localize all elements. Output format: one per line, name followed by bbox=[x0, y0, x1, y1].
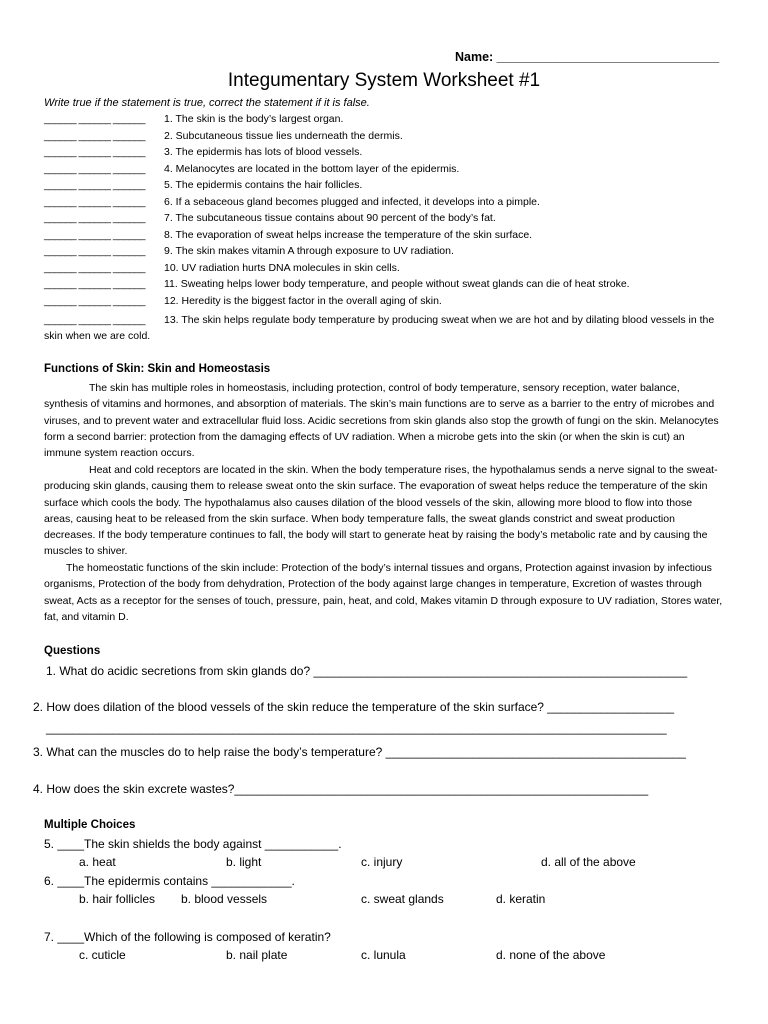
statement-text: 9. The skin makes vitamin A through exposure to UV radiation. bbox=[164, 245, 454, 257]
statement-text: 4. Melanocytes are located in the bottom layer of the epidermis. bbox=[164, 163, 460, 175]
statement-row bbox=[44, 161, 459, 177]
statement-row bbox=[44, 144, 362, 160]
answer-blanks[interactable]: ______ ______ ______ bbox=[44, 295, 145, 307]
mc-option-b[interactable]: b. blood vessels bbox=[181, 892, 268, 906]
answer-blanks[interactable]: ______ ______ ______ bbox=[44, 179, 145, 191]
mc-question-6[interactable]: 6. ____The epidermis contains ____________. bbox=[44, 874, 295, 888]
name-field-label[interactable]: Name: ________________________________ bbox=[455, 50, 720, 64]
mc-option-b[interactable]: b. nail plate bbox=[226, 948, 288, 962]
answer-blanks[interactable]: ______ ______ ______ bbox=[44, 130, 145, 142]
statement-text: 6. If a sebaceous gland becomes plugged and infected, it develops into a pimple. bbox=[164, 196, 540, 208]
statement-text: 1. The skin is the body’s largest organ. bbox=[164, 113, 344, 125]
answer-blanks[interactable]: ______ ______ ______ bbox=[44, 146, 145, 158]
statement-row bbox=[44, 210, 496, 226]
page-title: Integumentary System Worksheet #1 bbox=[227, 70, 541, 91]
statement-row bbox=[44, 260, 400, 276]
reading-paragraph-2: Heat and cold receptors are located in the skin. When the body temperature rises, the hypothalamus sends a nerve signal to the sweat-producing skin glands, causing them to release sweat onto the skin surface. The evaporation of sweat helps reduce the temperature of the skin surface which cools the body. The hypothalamus also causes dilation of the blood vessels of the skin, allowing more blood to flow into those areas, causing heat to be released from the skin surface. When body temperature falls, the sweat glands constrict and sweat production decreases. If the body temperature continues to fall, the body will start to generate heat by raising the body’s metabolic rate and by causing the muscles to shiver. bbox=[44, 464, 718, 558]
mc-option-a[interactable]: b. hair follicles bbox=[79, 892, 156, 906]
statement-text: 5. The epidermis contains the hair follicles. bbox=[164, 179, 363, 191]
mc-option-a[interactable]: c. cuticle bbox=[79, 948, 126, 962]
statement-row bbox=[44, 177, 362, 193]
question-3[interactable]: 3. What can the muscles do to help raise the body’s temperature? _____________________________________________ bbox=[33, 745, 686, 759]
questions-heading: Questions bbox=[44, 645, 101, 657]
mc-option-d[interactable]: d. keratin bbox=[496, 892, 546, 906]
answer-blanks[interactable]: ______ ______ ______ bbox=[44, 245, 145, 257]
answer-blanks[interactable]: ______ ______ ______ bbox=[44, 314, 145, 326]
mc-option-c[interactable]: c. lunula bbox=[361, 948, 406, 962]
statement-text: 10. UV radiation hurts DNA molecules in skin cells. bbox=[164, 262, 400, 274]
statement-text: 2. Subcutaneous tissue lies underneath the dermis. bbox=[164, 130, 403, 142]
question-2[interactable]: 2. How does dilation of the blood vessels of the skin reduce the temperature of the skin surface? ___________________ bbox=[33, 700, 675, 714]
statement-text: 8. The evaporation of sweat helps increase the temperature of the skin surface. bbox=[164, 229, 533, 241]
statement-row bbox=[44, 243, 454, 259]
statement-text: 7. The subcutaneous tissue contains about 90 percent of the body’s fat. bbox=[164, 212, 496, 224]
statement-row bbox=[44, 312, 734, 344]
statement-row bbox=[44, 227, 532, 243]
reading-paragraph-3: The homeostatic functions of the skin include: Protection of the body’s internal tissues and organs, Protection against invasion by infectious organisms, Protection of the body from dehydration, Protection of the body against large changes in temperature, Excretion of wastes through sweat, Acts as a receptor for the senses of touch, pressure, pain, heat, and cold, Makes vitamin D through exposure to UV radiation, Stores water, fat, and vitamin D. bbox=[44, 562, 723, 623]
answer-blanks[interactable]: ______ ______ ______ bbox=[44, 196, 145, 208]
mc-option-a[interactable]: a. heat bbox=[79, 855, 116, 869]
mc-question-5[interactable]: 5. ____The skin shields the body against ___________. bbox=[44, 837, 342, 851]
multiple-choice-heading: Multiple Choices bbox=[44, 819, 136, 831]
statement-text: 11. Sweating helps lower body temperature, and people without sweat glands can die of heat stroke. bbox=[164, 278, 630, 290]
question-1[interactable]: 1. What do acidic secretions from skin glands do? ________________________________________________________ bbox=[46, 664, 688, 678]
answer-blanks[interactable]: ______ ______ ______ bbox=[44, 262, 145, 274]
reading-heading: Functions of Skin: Skin and Homeostasis bbox=[44, 363, 271, 375]
answer-blanks[interactable]: ______ ______ ______ bbox=[44, 229, 145, 241]
instructions: Write true if the statement is true, correct the statement if it is false. bbox=[44, 97, 370, 109]
mc-question-7[interactable]: 7. ____Which of the following is composed of keratin? bbox=[44, 930, 331, 944]
statement-row bbox=[44, 128, 403, 144]
statement-text: 3. The epidermis has lots of blood vessels. bbox=[164, 146, 363, 158]
answer-blanks[interactable]: ______ ______ ______ bbox=[44, 113, 145, 125]
mc-option-c[interactable]: c. sweat glands bbox=[361, 892, 444, 906]
statement-row bbox=[44, 194, 540, 210]
question-2-answer-line[interactable]: _____________________________________________________________________________________________ bbox=[46, 721, 667, 735]
statement-row bbox=[44, 111, 343, 127]
statement-row bbox=[44, 276, 630, 292]
question-4[interactable]: 4. How does the skin excrete wastes?______________________________________________________________ bbox=[33, 782, 649, 796]
answer-blanks[interactable]: ______ ______ ______ bbox=[44, 212, 145, 224]
mc-option-b[interactable]: b. light bbox=[226, 855, 262, 869]
mc-option-d[interactable]: d. none of the above bbox=[496, 948, 606, 962]
statement-text: 13. The skin helps regulate body temperature by producing sweat when we are hot and by dilating blood vessels in the skin when we are cold. bbox=[44, 314, 715, 342]
statement-text: 12. Heredity is the biggest factor in the overall aging of skin. bbox=[164, 295, 442, 307]
statement-row bbox=[44, 293, 442, 309]
answer-blanks[interactable]: ______ ______ ______ bbox=[44, 163, 145, 175]
mc-option-d[interactable]: d. all of the above bbox=[541, 855, 636, 869]
answer-blanks[interactable]: ______ ______ ______ bbox=[44, 278, 145, 290]
reading-paragraph-1: The skin has multiple roles in homeostasis, including protection, control of body temperature, sensory reception, water balance, synthesis of vitamins and hormones, and absorption of materials. The skin’s main functions are to serve as a barrier to the entry of microbes and viruses, and to prevent water and extracellular fluid loss. Acidic secretions from skin glands also stop the growth of fungi on the skin. Melanocytes form a second barrier: protection from the damaging effects of UV radiation. When a microbe gets into the skin (or when the skin is cut) an immune system reaction occurs. bbox=[44, 382, 719, 460]
mc-option-c[interactable]: c. injury bbox=[361, 855, 403, 869]
